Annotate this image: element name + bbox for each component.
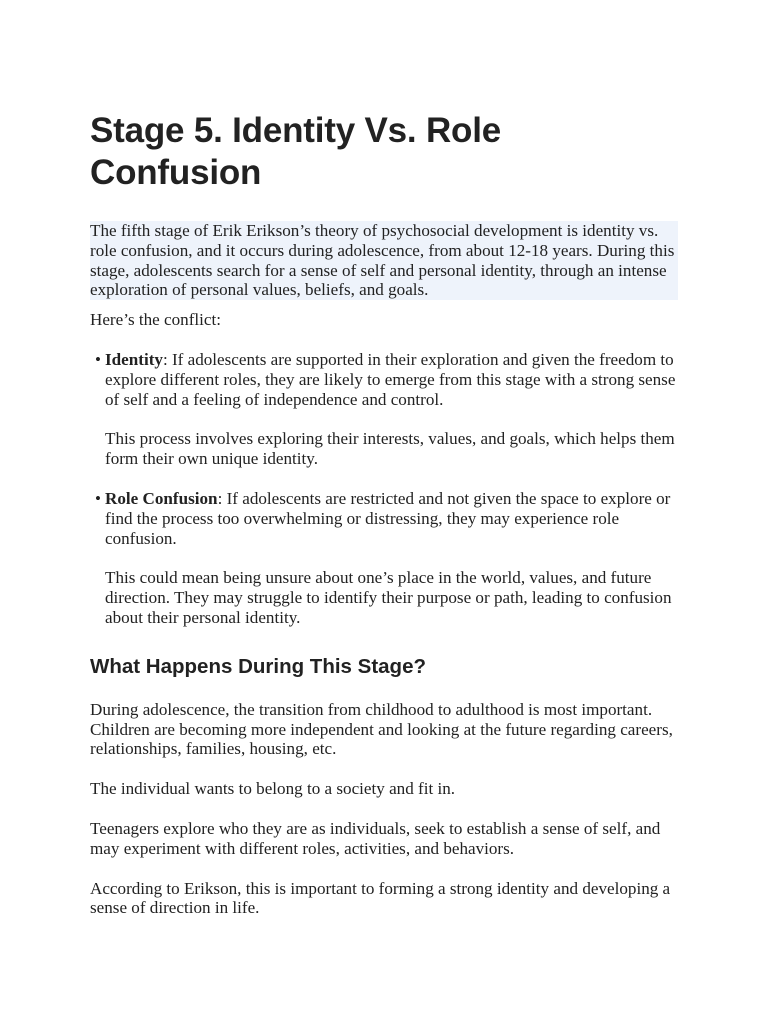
section-paragraph: The individual wants to belong to a society and fit in. [90,779,456,799]
list-item-term: Identity [105,349,163,369]
list-item-identity [95,349,680,469]
list-item-text: : If adolescents are restricted and not given the space to explore or find the process too overwhelming or distressing, they may experience role confusion. [105,488,671,548]
conflict-label: Here’s the conflict: [90,310,221,330]
bullet-icon: • [95,488,101,508]
section-paragraph: According to Erikson, this is important to forming a strong identity and developing a sense of direction in life. [90,878,671,918]
intro-paragraph: The fifth stage of Erik Erikson’s theory of psychosocial development is identity vs. role confusion, and it occurs during adolescence, from about 12-18 years. During this stage, adolescents search for a sense of self and personal identity, through an intense exploration of personal values, beliefs, and goals. [90,221,678,300]
list-item-subparagraph: This could mean being unsure about one’s place in the world, values, and future direction. They may struggle to identify their purpose or path, leading to confusion about their personal identity. [105,568,672,627]
list-item-role-confusion [95,488,680,628]
list-item-text: : If adolescents are supported in their exploration and given the freedom to explore different roles, they are likely to emerge from this stage with a strong sense of self and a feeling of independence and control. [105,349,676,409]
section-paragraph: During adolescence, the transition from childhood to adulthood is most important. Children are becoming more independent and looking at the future regarding careers, relationships, families, housing, etc. [90,699,673,759]
list-item-term: Role Confusion [105,488,218,508]
section-heading: What Happens During This Stage? [90,654,426,678]
article [90,110,680,918]
section-paragraph: Teenagers explore who they are as individuals, seek to establish a sense of self, and may experiment with different roles, activities, and behaviors. [90,818,661,858]
list-item-main [105,489,680,548]
list-item-subparagraph: This process involves exploring their interests, values, and goals, which helps them form their own unique identity. [105,429,675,469]
page-title: Stage 5. Identity Vs. Role Confusion [90,111,502,192]
bullet-icon: • [95,349,101,369]
conflict-list [90,350,680,628]
list-item-main [105,350,680,409]
